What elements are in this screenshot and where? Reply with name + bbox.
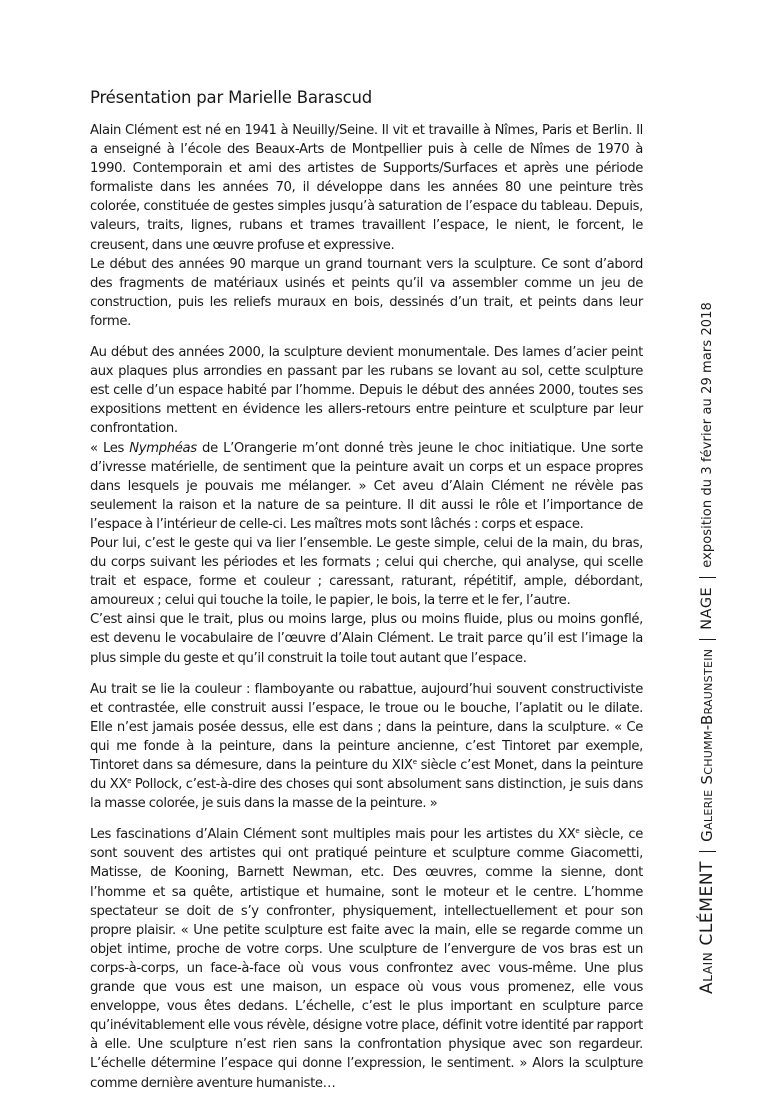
paragraph-biography — [90, 121, 643, 331]
vertical-sidebar-caption — [696, 278, 718, 1018]
paragraph-text: Au début des années 2000, la sculpture devient monumentale. Des lames d’acier peint aux plaques plus arrondies en passant par les rubans se lovant au sol, cette sculpture est celle d’un espace habité par l’homme. Depuis le début des années 2000, toutes ses expositions mettent en évidence les allers-retours entre peinture et sculpture par leur confrontation. — [90, 345, 643, 437]
artwork-title: Nymphéas — [129, 440, 197, 456]
superscript: e — [575, 827, 580, 836]
text-run: siècle, ce sont souvent des artistes qui ont pratiqué peinture et sculpture comme Giacometti, Matisse, de Kooning, Barnett Newman, etc. Des œuvres, comme la sienne, dont l’homme et sa quête, artistique et humaine, sont le moteur et le centre. L’homme spectateur se doit de s’y confronter, physiquement, intellectuellement et pour son propre plaisir. « Une petite sculpture est faite avec la main, elle se regarde comme un objet intime, proche de votre corps. Une sculpture de l’envergure de vos bras est un corps-à-corps, un face-à-face où vous vous confrontez avec vous-même. Une plus grande que vous est une maison, un espace où vous vous promenez, elle vous enveloppe, vous êtes dedans. L’échelle, c’est le plus important en sculpture parce qu’inévitablement elle vous révèle, désigne votre place, définit votre identité par rapport à elle. Une sculpture n’est rien sans la confrontation physique avec son regardeur. L’échelle détermine l’espace qui donne l’expression, le sentiment. » Alors la sculpture comme dernière aventure humaniste… — [90, 827, 643, 1091]
superscript: e — [127, 777, 132, 786]
separator — [699, 577, 716, 578]
text-run: Pollock, c’est-à-dire des choses qui sont absolument sans distinction, je suis dans la masse colorée, je suis dans la masse de la peinture. » — [90, 777, 643, 812]
text-run: Au trait se lie la couleur : flamboyante ou rabattue, aujourd’hui souvent constructiviste et contrastée, elle construit aussi l’espace, le troue ou le bouche, l’aplatit ou le dilate. Elle n’est jamais posée dessus, elle est dans ; dans la peinture, dans la sculpture. « Ce qui me fonde à la peinture, dans la peinture ancienne, c’est Tintoret par exemple, Tintoret dans sa démesure, dans la peinture du XIX — [90, 681, 643, 773]
paragraph-sculpture — [90, 343, 643, 668]
separator — [699, 639, 716, 640]
paragraph-text: Alain Clément est né en 1941 à Neuilly/Seine. Il vit et travaille à Nîmes, Paris et Berlin. Il a enseigné à l’école des Beaux-Arts de Montpellier puis à celle de Nîmes de 1970 à 1990. Contemporain et ami des artistes de Supports/Surfaces et après une période formaliste dans les années 70, il développe dans les années 80 une peinture très colorée, constituée de gestes simples jusqu’à saturation de l’espace du tableau. Depuis, valeurs, traits, lignes, rubans et trames travaillent l’espace, le nient, le forcent, le creusent, dans une œuvre profuse et expressive. — [90, 123, 643, 253]
quote-text-before: « Les — [90, 440, 130, 456]
paragraph-color — [90, 680, 643, 814]
superscript: e — [412, 758, 417, 766]
paragraph-text — [90, 680, 643, 814]
paragraph-text: Le début des années 90 marque un grand tournant vers la sculpture. Ce sont d’abord des fragments de matériaux usinés et peints qu’il va assembler comme un jeu de construction, puis les reliefs muraux en bois, dessinés d’un trait, et peints dans leur forme. — [90, 256, 643, 329]
artist-name: Alain CLÉMENT — [697, 860, 717, 994]
paragraph-quote — [90, 439, 643, 534]
separator — [699, 851, 716, 852]
paragraph-fascinations — [90, 825, 643, 1092]
text-run: Les fascinations d’Alain Clément sont multiples mais pour les artistes du XX — [90, 827, 576, 843]
page-title: Présentation par Marielle Barascud — [90, 88, 373, 107]
exhibition-dates: exposition du 3 février au 29 mars 2018 — [699, 302, 715, 568]
text-column — [90, 121, 643, 1105]
gallery-name: Galerie Schumm-Braunstein — [698, 648, 716, 842]
paragraph-text: C’est ainsi que le trait, plus ou moins large, plus ou moins fluide, plus ou moins gonflé, est devenu le vocabulaire de l’œuvre d’Alain Clément. Le trait parce qu’il est l’image la plus simple du geste et qu’il construit la toile tout autant que l’espace. — [90, 612, 643, 666]
text-run: siècle c’est Monet, dans la peinture du XX — [90, 758, 644, 793]
paragraph-text: Pour lui, c’est le geste qui va lier l’ensemble. Le geste simple, celui de la main, du bras, du corps suivant les périodes et les formats ; celui qui cherche, qui analyse, qui scelle trait et espace, forme et couleur ; caressant, raturant, répétitif, ample, débordant, amoureux ; celui qui touche la toile, le papier, le bois, la terre et le fer, l’autre. — [90, 535, 643, 609]
exhibition-title: NAGE — [699, 586, 715, 630]
quote-text-after: de L’Orangerie m’ont donné très jeune le choc initiatique. Une sorte d’ivresse matérielle, de sentiment que la peinture avait un corps et un espace propres dans lesquels je pouvais me mélanger. » Cet aveu d’Alain Clément ne révèle pas seulement la raison et la nature de sa peinture. Il dit aussi le rôle et l’importance de l’espace à l’intérieur de celle-ci. Les maîtres mots sont lâchés : corps et espace. — [90, 440, 643, 532]
paragraph-text — [90, 825, 643, 1092]
